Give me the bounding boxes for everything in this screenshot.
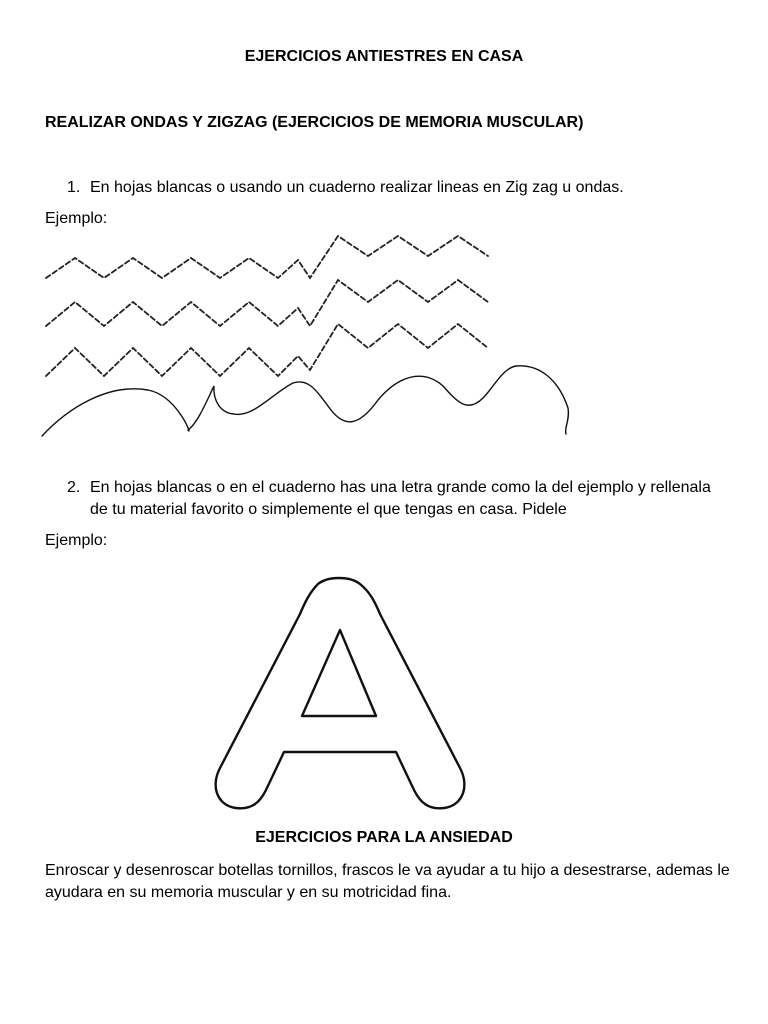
example-label: Ejemplo: <box>45 210 108 227</box>
list-item <box>67 177 727 199</box>
zigzag-line-dashed <box>46 236 488 278</box>
list-item-text: En hojas blancas o usando un cuaderno realizar lineas en Zig zag u ondas. <box>90 179 624 196</box>
letter-a-outline-illustration <box>200 572 480 817</box>
section-subtitle: REALIZAR ONDAS Y ZIGZAG (EJERCICIOS DE MEMORIA MUSCULAR) <box>45 114 584 131</box>
document-title: EJERCICIOS ANTIESTRES EN CASA <box>244 48 524 65</box>
wave-line <box>42 366 568 436</box>
zigzag-line-dashed <box>46 280 488 326</box>
section-heading: EJERCICIOS PARA LA ANSIEDAD <box>255 829 513 846</box>
body-paragraph: Enroscar y desenroscar botellas tornillos, frascos le va ayudar a tu hijo a desestrarse, ademas le ayudara en su memoria muscular y en su motricidad fina. <box>45 862 730 901</box>
list-item-number: 2. <box>67 479 81 496</box>
example-label: Ejemplo: <box>45 532 108 549</box>
list-item <box>67 477 727 521</box>
list-item-number: 1. <box>67 179 81 196</box>
zigzag-waves-illustration <box>38 228 583 440</box>
zigzag-line-dashed <box>46 324 488 376</box>
list-item-text: En hojas blancas o en el cuaderno has una letra grande como la del ejemplo y rellenala de tu material favorito o simplemente el que tengas en casa. Pidele <box>90 479 711 518</box>
